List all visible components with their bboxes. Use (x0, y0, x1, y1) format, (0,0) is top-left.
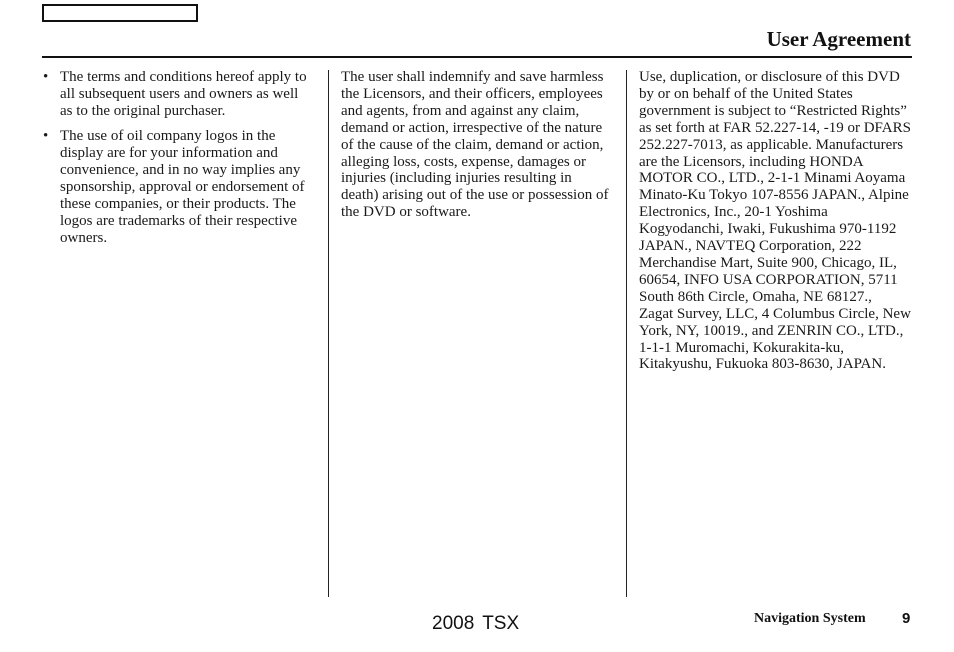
footer-section-title: Navigation System (754, 611, 866, 626)
bullet-text: The use of oil company logos in the display are for your information and convenience, and in no way implies any sponsorship, approval or endorsement of these companies, or their products. The logos are trademarks of their respective owners. (60, 128, 305, 246)
bullet-icon: • (43, 128, 49, 145)
column-divider (626, 70, 627, 597)
indemnity-paragraph: The user shall indemnify and save harmless the Licensors, and their officers, employees and agents, from and against any claim, demand or action, irrespective of the nature of the cause of the claim, demand or action, alleging loss, costs, expense, damages or injuries (including injuries resulting in death) arising out of the use or possession of the DVD or software. (341, 69, 609, 221)
list-item (42, 128, 310, 246)
bullet-list (42, 69, 310, 247)
bullet-text: The terms and conditions hereof apply to all subsequent users and owners as well as to the original purchaser. (60, 69, 307, 119)
page-title: User Agreement (766, 27, 911, 51)
page-number: 9 (902, 610, 911, 627)
list-item (42, 69, 310, 120)
header-tab-box (42, 4, 198, 22)
licensors-paragraph: Zagat Survey, LLC, 4 Columbus Circle, New York, NY, 10019., and ZENRIN CO., LTD., 1-1-1 Muromachi, Kokurakita-ku, Kitakyushu, Fukuoka 803-8630, JAPAN. (639, 305, 911, 373)
title-rule (42, 56, 912, 58)
restricted-rights-paragraph: Use, duplication, or disclosure of this DVD by or on behalf of the United States government is subject to “Restricted Rights” as set forth at FAR 52.227-14, -19 or DFARS 252.227-7013, as applicable. Manufacturers are the Licensors, including HONDA MOTOR CO., LTD., 2-1-1 Minami Aoyama Minato-Ku Tokyo 107-8556 JAPAN., Alpine Electronics, Inc., 20-1 Yoshima Kogyodanchi, Iwaki, Fukushima 970-1192 JAPAN., NAVTEQ Corporation, 222 Merchandise Mart, Suite 900, Chicago, IL, 60654, INFO USA CORPORATION, 5711 South 86th Circle, Omaha, NE 68127., (639, 69, 911, 305)
column-2 (341, 69, 611, 221)
column-1 (42, 69, 310, 255)
column-3 (639, 69, 913, 373)
column-divider (328, 70, 329, 597)
model-label: 2008 TSX (432, 613, 520, 634)
bullet-icon: • (43, 69, 49, 85)
